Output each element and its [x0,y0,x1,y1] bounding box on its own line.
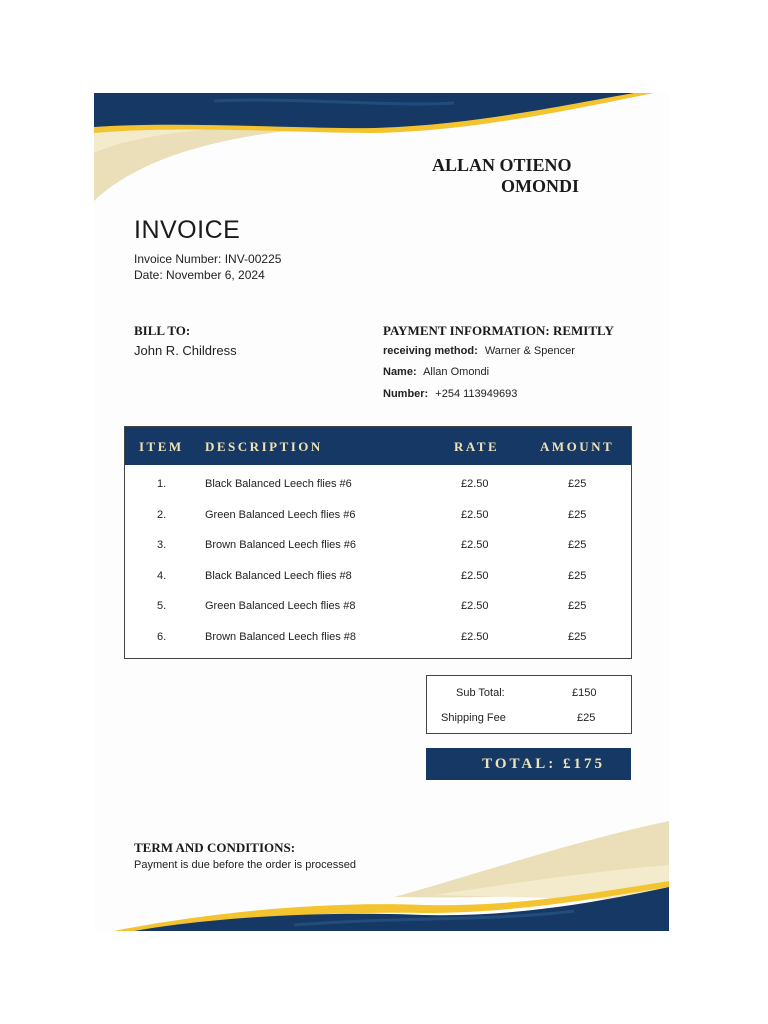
table-row [125,509,631,529]
payment-number-value: +254 113949693 [435,388,518,400]
row-rate: £2.50 [461,631,489,643]
payment-method-row [383,345,575,357]
grand-total: TOTAL: £175 [482,756,605,772]
row-amount: £25 [568,509,587,521]
row-rate: £2.50 [461,539,489,551]
row-number: 2. [157,509,167,521]
row-number: 6. [157,631,167,643]
row-rate: £2.50 [461,478,489,490]
invoice-date-label: Date: [134,268,163,282]
row-rate: £2.50 [461,600,489,612]
shipping-value: £25 [577,712,596,724]
payment-number-label: Number: [383,388,429,400]
row-number: 3. [157,539,167,551]
row-rate: £2.50 [461,509,489,521]
bill-to-heading: BILL TO: [134,323,191,338]
company-name-line2: OMONDI [501,176,579,196]
table-row [125,631,631,651]
row-amount: £25 [568,600,587,612]
header-amount: AMOUNT [540,439,615,454]
payment-name-value: Allan Omondi [423,366,490,378]
header-item: ITEM [139,439,184,454]
grand-total-bar [426,748,631,780]
invoice-title: INVOICE [134,216,241,244]
header-rate: RATE [454,439,500,454]
invoice-number-label: Invoice Number: [134,252,222,266]
row-description: Green Balanced Leech flies #6 [205,509,356,521]
invoice-number-line [134,252,281,266]
invoice-number: INV-00225 [224,252,282,266]
payment-name-label: Name: [383,366,417,378]
row-description: Brown Balanced Leech flies #8 [205,631,357,643]
invoice-page [94,93,669,931]
payment-method-label: receiving method: [383,345,478,357]
table-row [125,478,631,498]
row-amount: £25 [568,631,587,643]
row-amount: £25 [568,539,587,551]
row-description: Green Balanced Leech flies #8 [205,600,356,612]
invoice-date-line [134,268,265,282]
terms-text: Payment is due before the order is processed [134,859,356,871]
table-row [125,539,631,559]
row-amount: £25 [568,478,587,490]
subtotal-value: £150 [572,687,597,699]
header-description: DESCRIPTION [205,439,323,454]
shipping-label: Shipping Fee [441,712,506,724]
table-row [125,570,631,590]
totals-box [426,675,632,734]
payment-name-row [383,366,489,378]
items-table [124,426,632,659]
company-name-line1: ALLAN OTIENO [432,155,572,175]
bill-to-name: John R. Childress [134,343,237,358]
row-description: Black Balanced Leech flies #6 [205,478,352,490]
invoice-date: November 6, 2024 [166,268,265,282]
subtotal-label: Sub Total: [456,687,505,699]
company-name [432,155,602,197]
items-table-header [125,427,631,465]
row-description: Brown Balanced Leech flies #6 [205,539,357,551]
row-number: 5. [157,600,167,612]
row-amount: £25 [568,570,587,582]
row-number: 1. [157,478,167,490]
payment-number-row [383,388,517,400]
payment-heading: PAYMENT INFORMATION: REMITLY [383,323,614,338]
terms-heading: TERM AND CONDITIONS: [134,840,296,855]
row-number: 4. [157,570,167,582]
row-description: Black Balanced Leech flies #8 [205,570,352,582]
payment-method-value: Warner & Spencer [484,345,575,357]
row-rate: £2.50 [461,570,489,582]
footer-wave-decoration [94,821,669,931]
table-row [125,600,631,620]
